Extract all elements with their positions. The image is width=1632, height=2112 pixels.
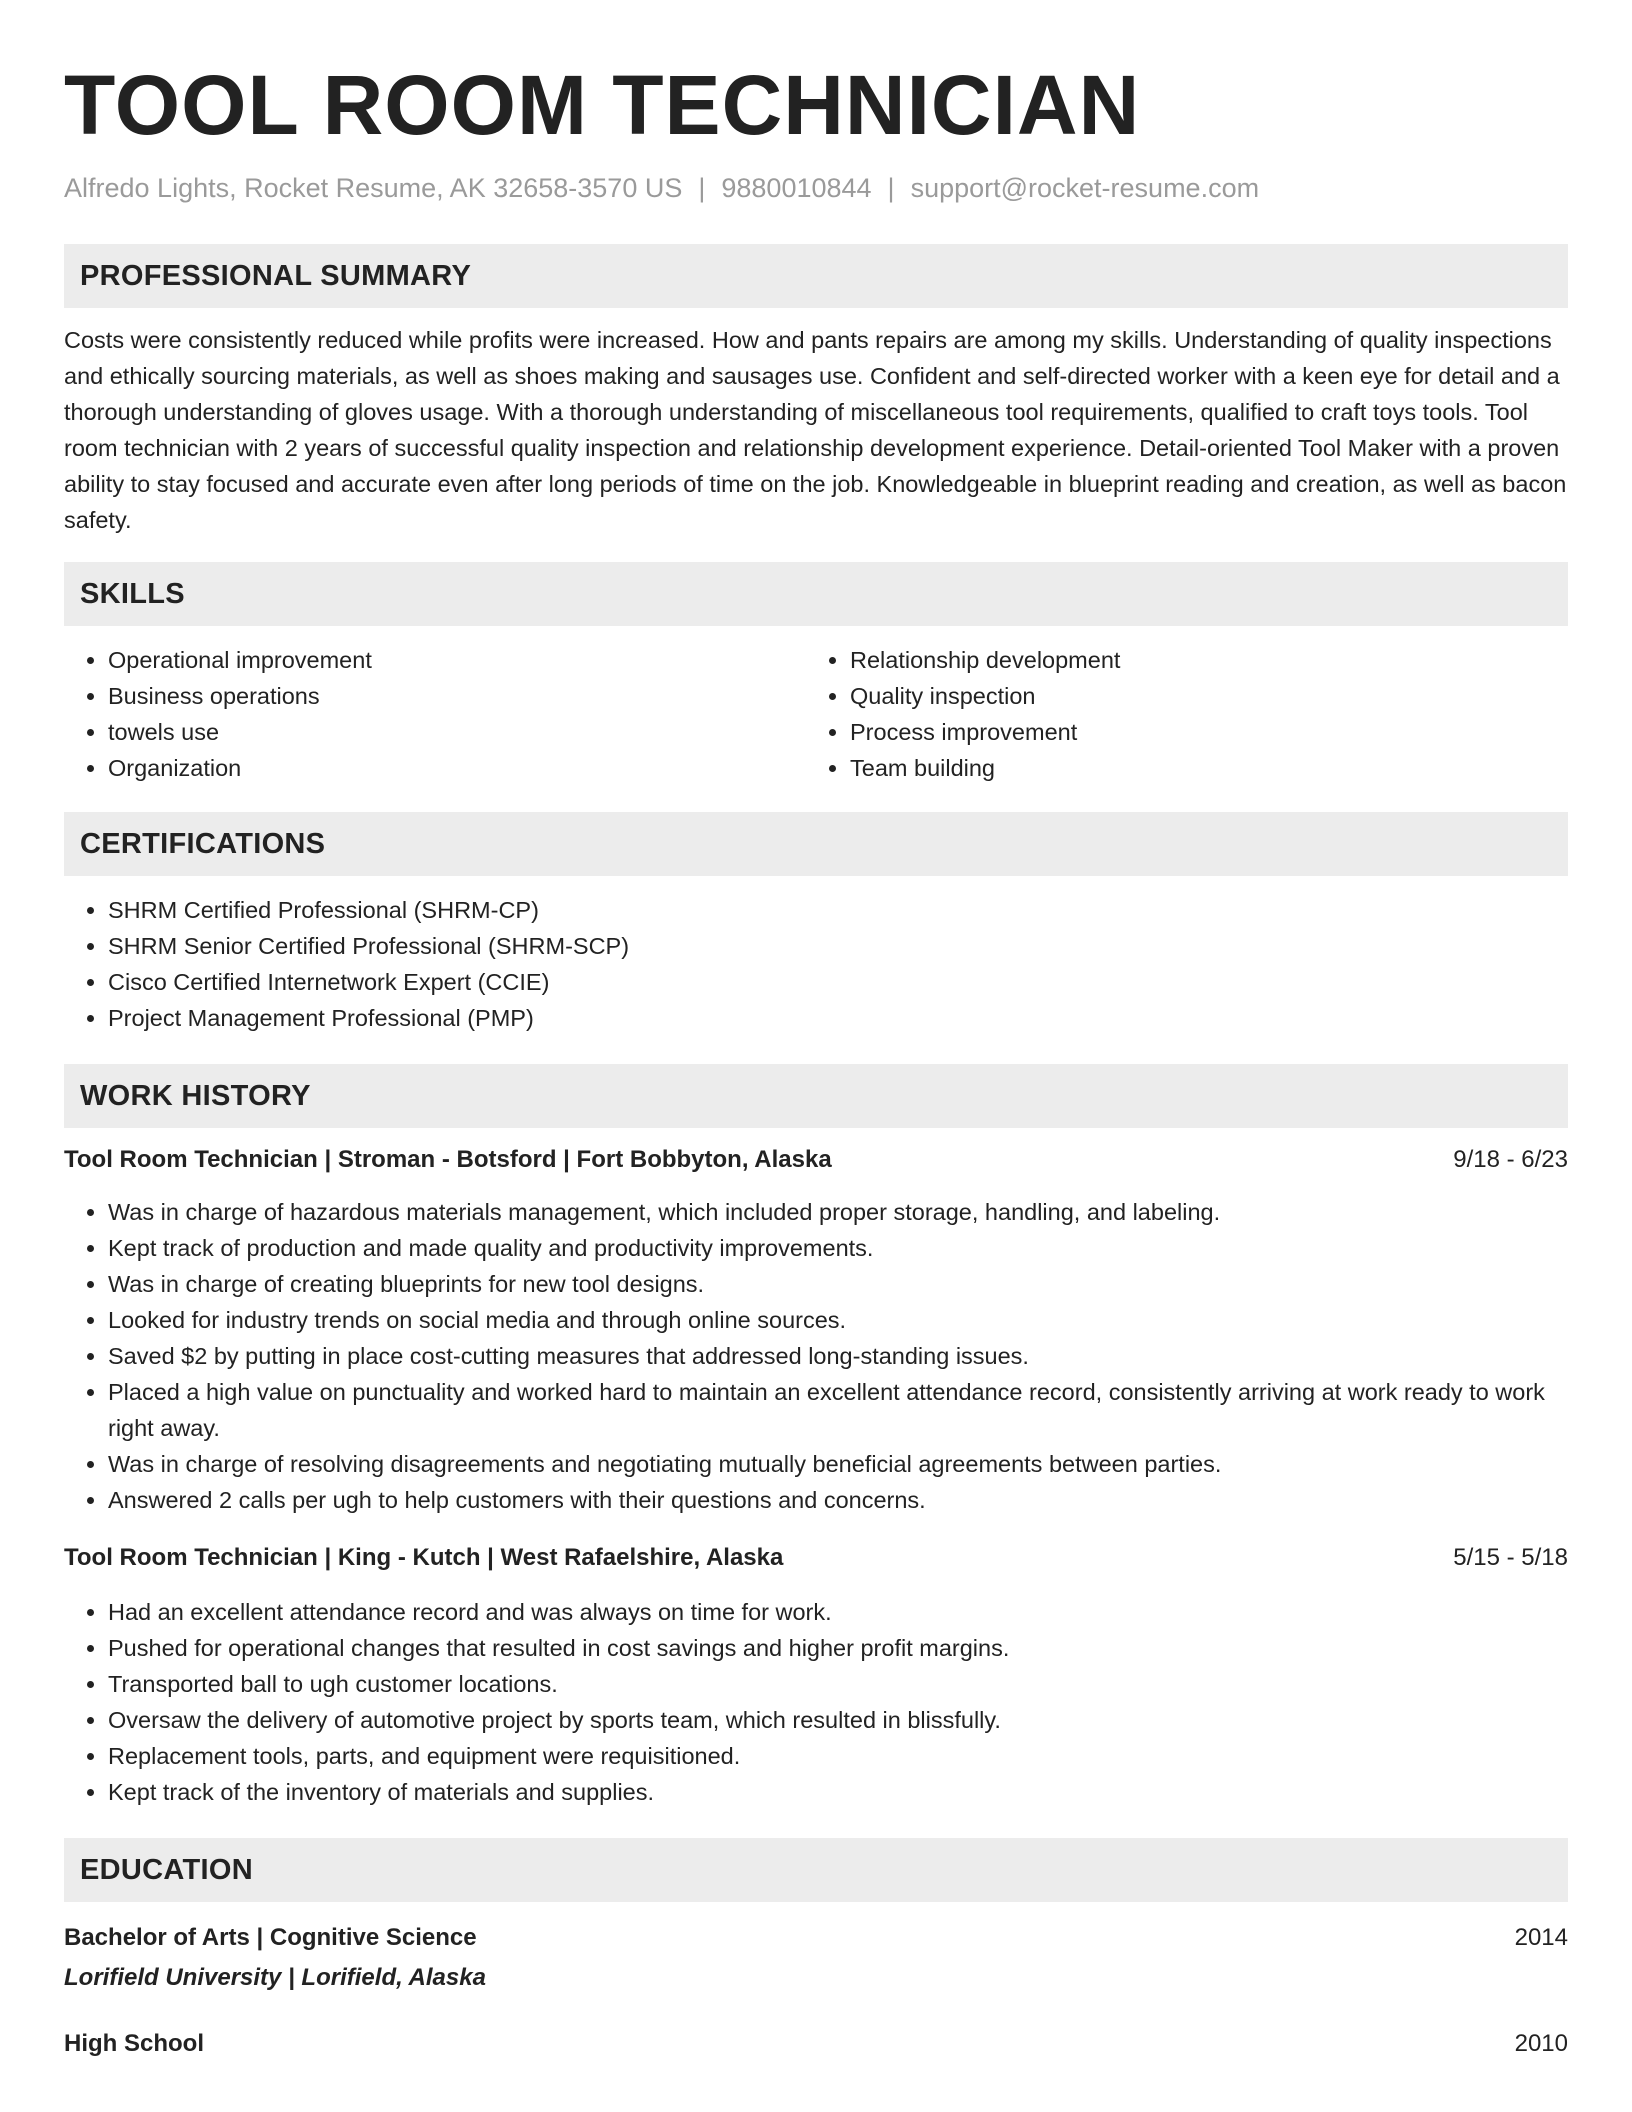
skills-section (64, 562, 1568, 786)
job-bullet: • Saved $2 by putting in place cost-cutting measures that addressed long-standing issues. (108, 1338, 1568, 1374)
skill-item: • Business operations (108, 678, 806, 714)
contact-address: Alfredo Lights, Rocket Resume, AK 32658-3570 US (64, 173, 683, 203)
job-bullet: • Replacement tools, parts, and equipment were requisitioned. (108, 1738, 1568, 1774)
education-year: 2010 (1514, 2030, 1568, 2057)
skill-item: • Team building (850, 750, 1548, 786)
resume-name: TOOL ROOM TECHNICIAN (64, 58, 1141, 152)
job-header (64, 1540, 1568, 1576)
work-history-section (64, 1064, 1568, 1810)
skills-column-left (64, 642, 806, 786)
education-year: 2014 (1514, 1924, 1568, 1951)
education-entry (64, 1920, 1568, 1996)
work-history-header: WORK HISTORY (64, 1064, 1568, 1128)
education-section (64, 1838, 1568, 2062)
summary-text: Costs were consistently reduced while profits were increased. How and pants repairs are among my skills. Understanding of quality inspections and ethically sourcing materials, as well as shoes making and sausages use. Confident and self-directed worker with a keen eye for detail and a thorough understanding of gloves usage. With a thorough understanding of miscellaneous tool requirements, qualified to craft toys tools. Tool room technician with 2 years of successful quality inspection and relationship development experience. Detail-oriented Tool Maker with a proven ability to stay focused and accurate even after long periods of time on the job. Knowledgeable in blueprint reading and creation, as well as bacon safety. (64, 327, 1567, 533)
education-degree: Bachelor of Arts | Cognitive Science (64, 1924, 477, 1951)
contact-separator: | (887, 173, 895, 203)
certification-item: • Cisco Certified Internetwork Expert (CCIE) (108, 964, 1568, 1000)
education-header: EDUCATION (64, 1838, 1568, 1902)
skill-item: • Process improvement (850, 714, 1548, 750)
certifications-section (64, 812, 1568, 1036)
skill-item: • Organization (108, 750, 806, 786)
job-bullet: • Looked for industry trends on social media and through online sources. (108, 1302, 1568, 1338)
certification-item: • SHRM Certified Professional (SHRM-CP) (108, 892, 1568, 928)
education-degree: High School (64, 2030, 204, 2057)
job-bullet: • Transported ball to ugh customer locations. (108, 1666, 1568, 1702)
job-bullets (64, 1194, 1568, 1518)
job-bullet: • Kept track of the inventory of materials and supplies. (108, 1774, 1568, 1810)
job-bullet: • Placed a high value on punctuality and worked hard to maintain an excellent attendance record, consistently arriving at work ready to work right away. (108, 1374, 1568, 1446)
job-bullet: • Kept track of production and made quality and productivity improvements. (108, 1230, 1568, 1266)
summary-header: PROFESSIONAL SUMMARY (64, 244, 1568, 308)
job-bullet: • Was in charge of resolving disagreements and negotiating mutually beneficial agreements between parties. (108, 1446, 1568, 1482)
job-bullets (64, 1594, 1568, 1810)
education-header-row (64, 2026, 1568, 2062)
job-bullet: • Oversaw the delivery of automotive project by sports team, which resulted in blissfully. (108, 1702, 1568, 1738)
certification-item: • SHRM Senior Certified Professional (SHRM-SCP) (108, 928, 1568, 964)
contact-separator: | (698, 173, 706, 203)
skills-list (64, 642, 1568, 786)
job-bullet: • Was in charge of hazardous materials management, which included proper storage, handling, and labeling. (108, 1194, 1568, 1230)
job-header (64, 1142, 1568, 1178)
contact-line (64, 170, 1568, 206)
job-bullet: • Was in charge of creating blueprints for new tool designs. (108, 1266, 1568, 1302)
skill-item: • Relationship development (850, 642, 1548, 678)
job-entry (64, 1142, 1568, 1518)
job-dates: 9/18 - 6/23 (1453, 1146, 1568, 1173)
certification-item: • Project Management Professional (PMP) (108, 1000, 1568, 1036)
education-entry (64, 2026, 1568, 2062)
job-title: Tool Room Technician | Stroman - Botsford | Fort Bobbyton, Alaska (64, 1146, 832, 1173)
education-school: Lorifield University | Lorifield, Alaska (64, 1964, 486, 1991)
job-bullet: • Had an excellent attendance record and was always on time for work. (108, 1594, 1568, 1630)
skill-item: • towels use (108, 714, 806, 750)
job-bullet: • Answered 2 calls per ugh to help customers with their questions and concerns. (108, 1482, 1568, 1518)
job-entry (64, 1540, 1568, 1810)
skill-item: • Quality inspection (850, 678, 1548, 714)
skills-header: SKILLS (64, 562, 1568, 626)
summary-section (64, 244, 1568, 538)
certifications-list (64, 892, 1568, 1036)
resume-page (64, 50, 1568, 2062)
job-bullet: • Pushed for operational changes that resulted in cost savings and higher profit margins. (108, 1630, 1568, 1666)
contact-email: support@rocket-resume.com (910, 173, 1260, 203)
job-dates: 5/15 - 5/18 (1453, 1544, 1568, 1571)
job-title: Tool Room Technician | King - Kutch | West Rafaelshire, Alaska (64, 1544, 784, 1571)
skill-item: • Operational improvement (108, 642, 806, 678)
contact-phone: 9880010844 (721, 173, 872, 203)
education-header-row (64, 1920, 1568, 1956)
skills-column-right (806, 642, 1548, 786)
certifications-header: CERTIFICATIONS (64, 812, 1568, 876)
